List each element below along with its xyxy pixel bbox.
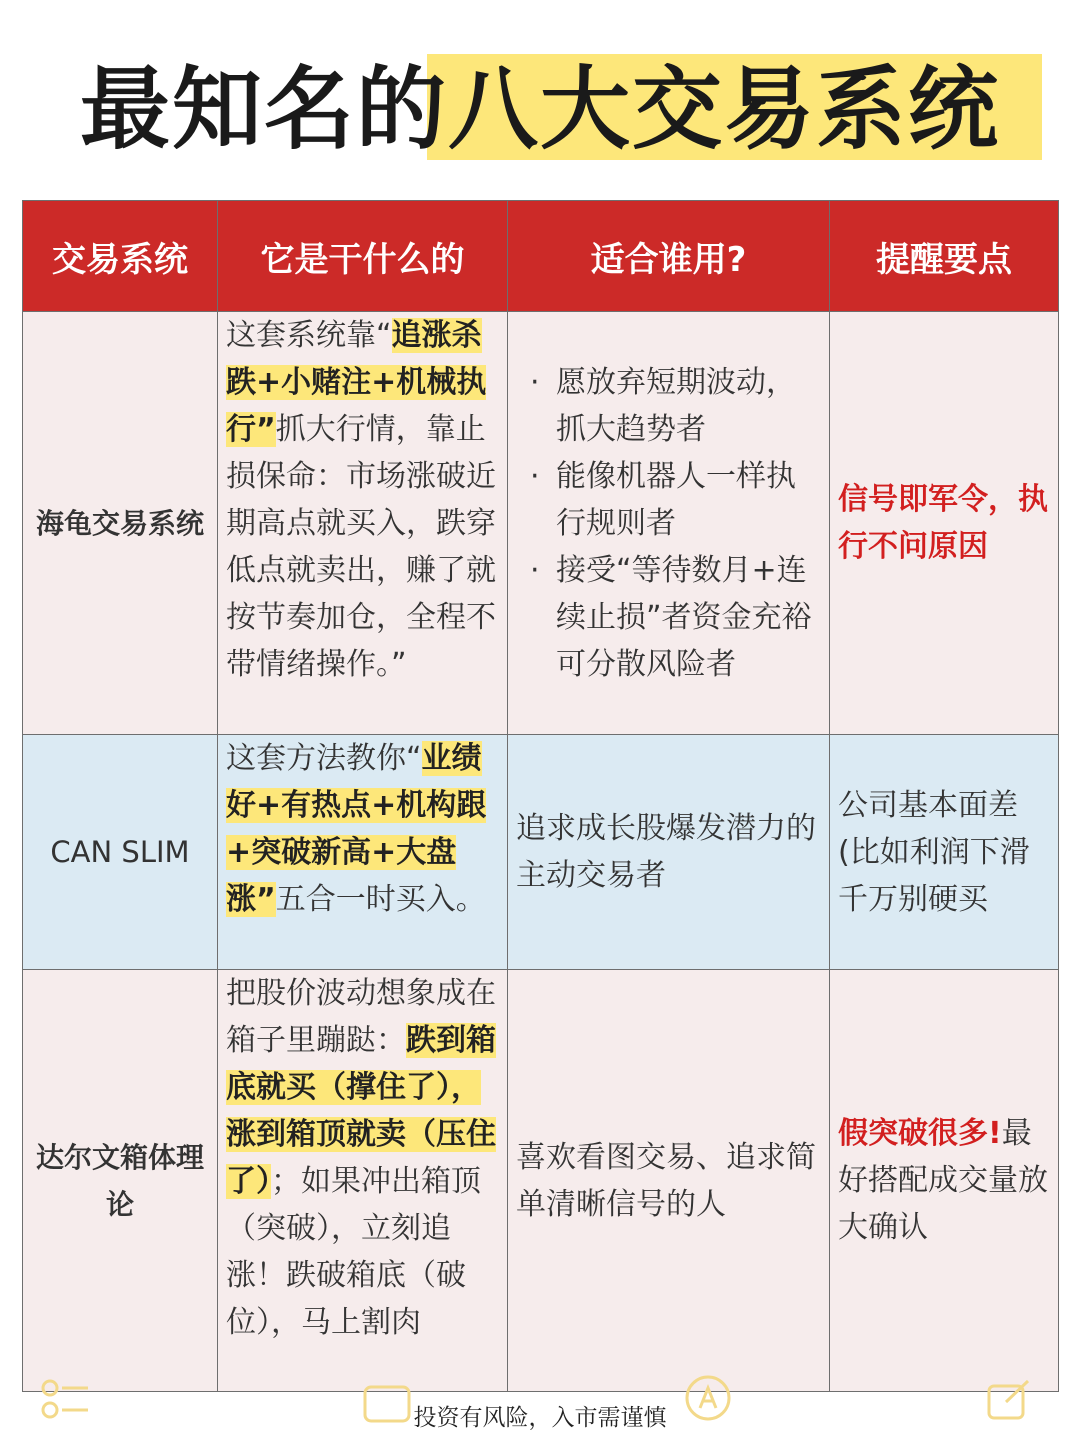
header-what: 它是干什么的	[218, 201, 508, 312]
system-name: CAN SLIM	[23, 735, 218, 970]
title-area	[0, 40, 1080, 180]
tip-warning: 信号即军令，执行不问原因	[838, 482, 1048, 564]
system-description	[218, 312, 508, 735]
desc-text: 五合一时买入。	[275, 882, 486, 917]
header-who: 适合谁用?	[508, 201, 830, 312]
tip-cell: 公司基本面差(比如利润下滑千万别硬买	[830, 735, 1059, 970]
system-description	[218, 970, 508, 1392]
tip-cell	[830, 312, 1059, 735]
system-name: 达尔文箱体理论	[23, 970, 218, 1392]
desc-text: 抓大行情，靠止损保命：市场涨破近期高点就买入，跌穿低点就卖出，赚了就按节奏加仓，全程不带情绪操作。”	[226, 412, 496, 682]
desc-text: 这套系统靠“	[226, 318, 392, 353]
target-users-list	[516, 359, 821, 688]
desc-text: 把股价波动想象成在箱子里蹦跶：	[226, 976, 496, 1058]
desc-highlight: 追涨杀跌+小赌注+机械执行”	[226, 318, 487, 447]
page-title: 最知名的八大交易系统	[80, 57, 1000, 162]
list-item: · 愿放弃短期波动，抓大趋势者	[516, 359, 821, 453]
table-row	[23, 970, 1059, 1392]
trading-systems-table	[22, 200, 1059, 1392]
header-system: 交易系统	[23, 201, 218, 312]
table-row	[23, 735, 1059, 970]
desc-highlight: 业绩好+有热点+机构跟+突破新高+大盘涨”	[226, 741, 487, 917]
system-description	[218, 735, 508, 970]
header-tips: 提醒要点	[830, 201, 1059, 312]
desc-highlight: 跌到箱底就买（撑住了），涨到箱顶就卖（压住了）	[226, 1023, 496, 1199]
list-item: · 能像机器人一样执行规则者	[516, 453, 821, 547]
tip-warning: 假突破很多!	[838, 1116, 1002, 1151]
tip-text: 最好搭配成交量放大确认	[838, 1116, 1048, 1245]
risk-disclaimer: 投资有风险，入市需谨慎	[413, 1405, 667, 1431]
target-users: 追求成长股爆发潜力的主动交易者	[508, 735, 830, 970]
tip-cell	[830, 970, 1059, 1392]
table-row	[23, 312, 1059, 735]
system-name: 海龟交易系统	[23, 312, 218, 735]
target-users	[508, 312, 830, 735]
list-item: · 接受“等待数月+连续止损”者资金充裕可分散风险者	[516, 547, 821, 688]
target-users: 喜欢看图交易、追求简单清晰信号的人	[508, 970, 830, 1392]
desc-text: 这套方法教你“	[226, 741, 422, 776]
desc-text: ；如果冲出箱顶（突破），立刻追涨！跌破箱底（破位），马上割肉	[226, 1164, 481, 1340]
table-header-row	[23, 201, 1059, 312]
